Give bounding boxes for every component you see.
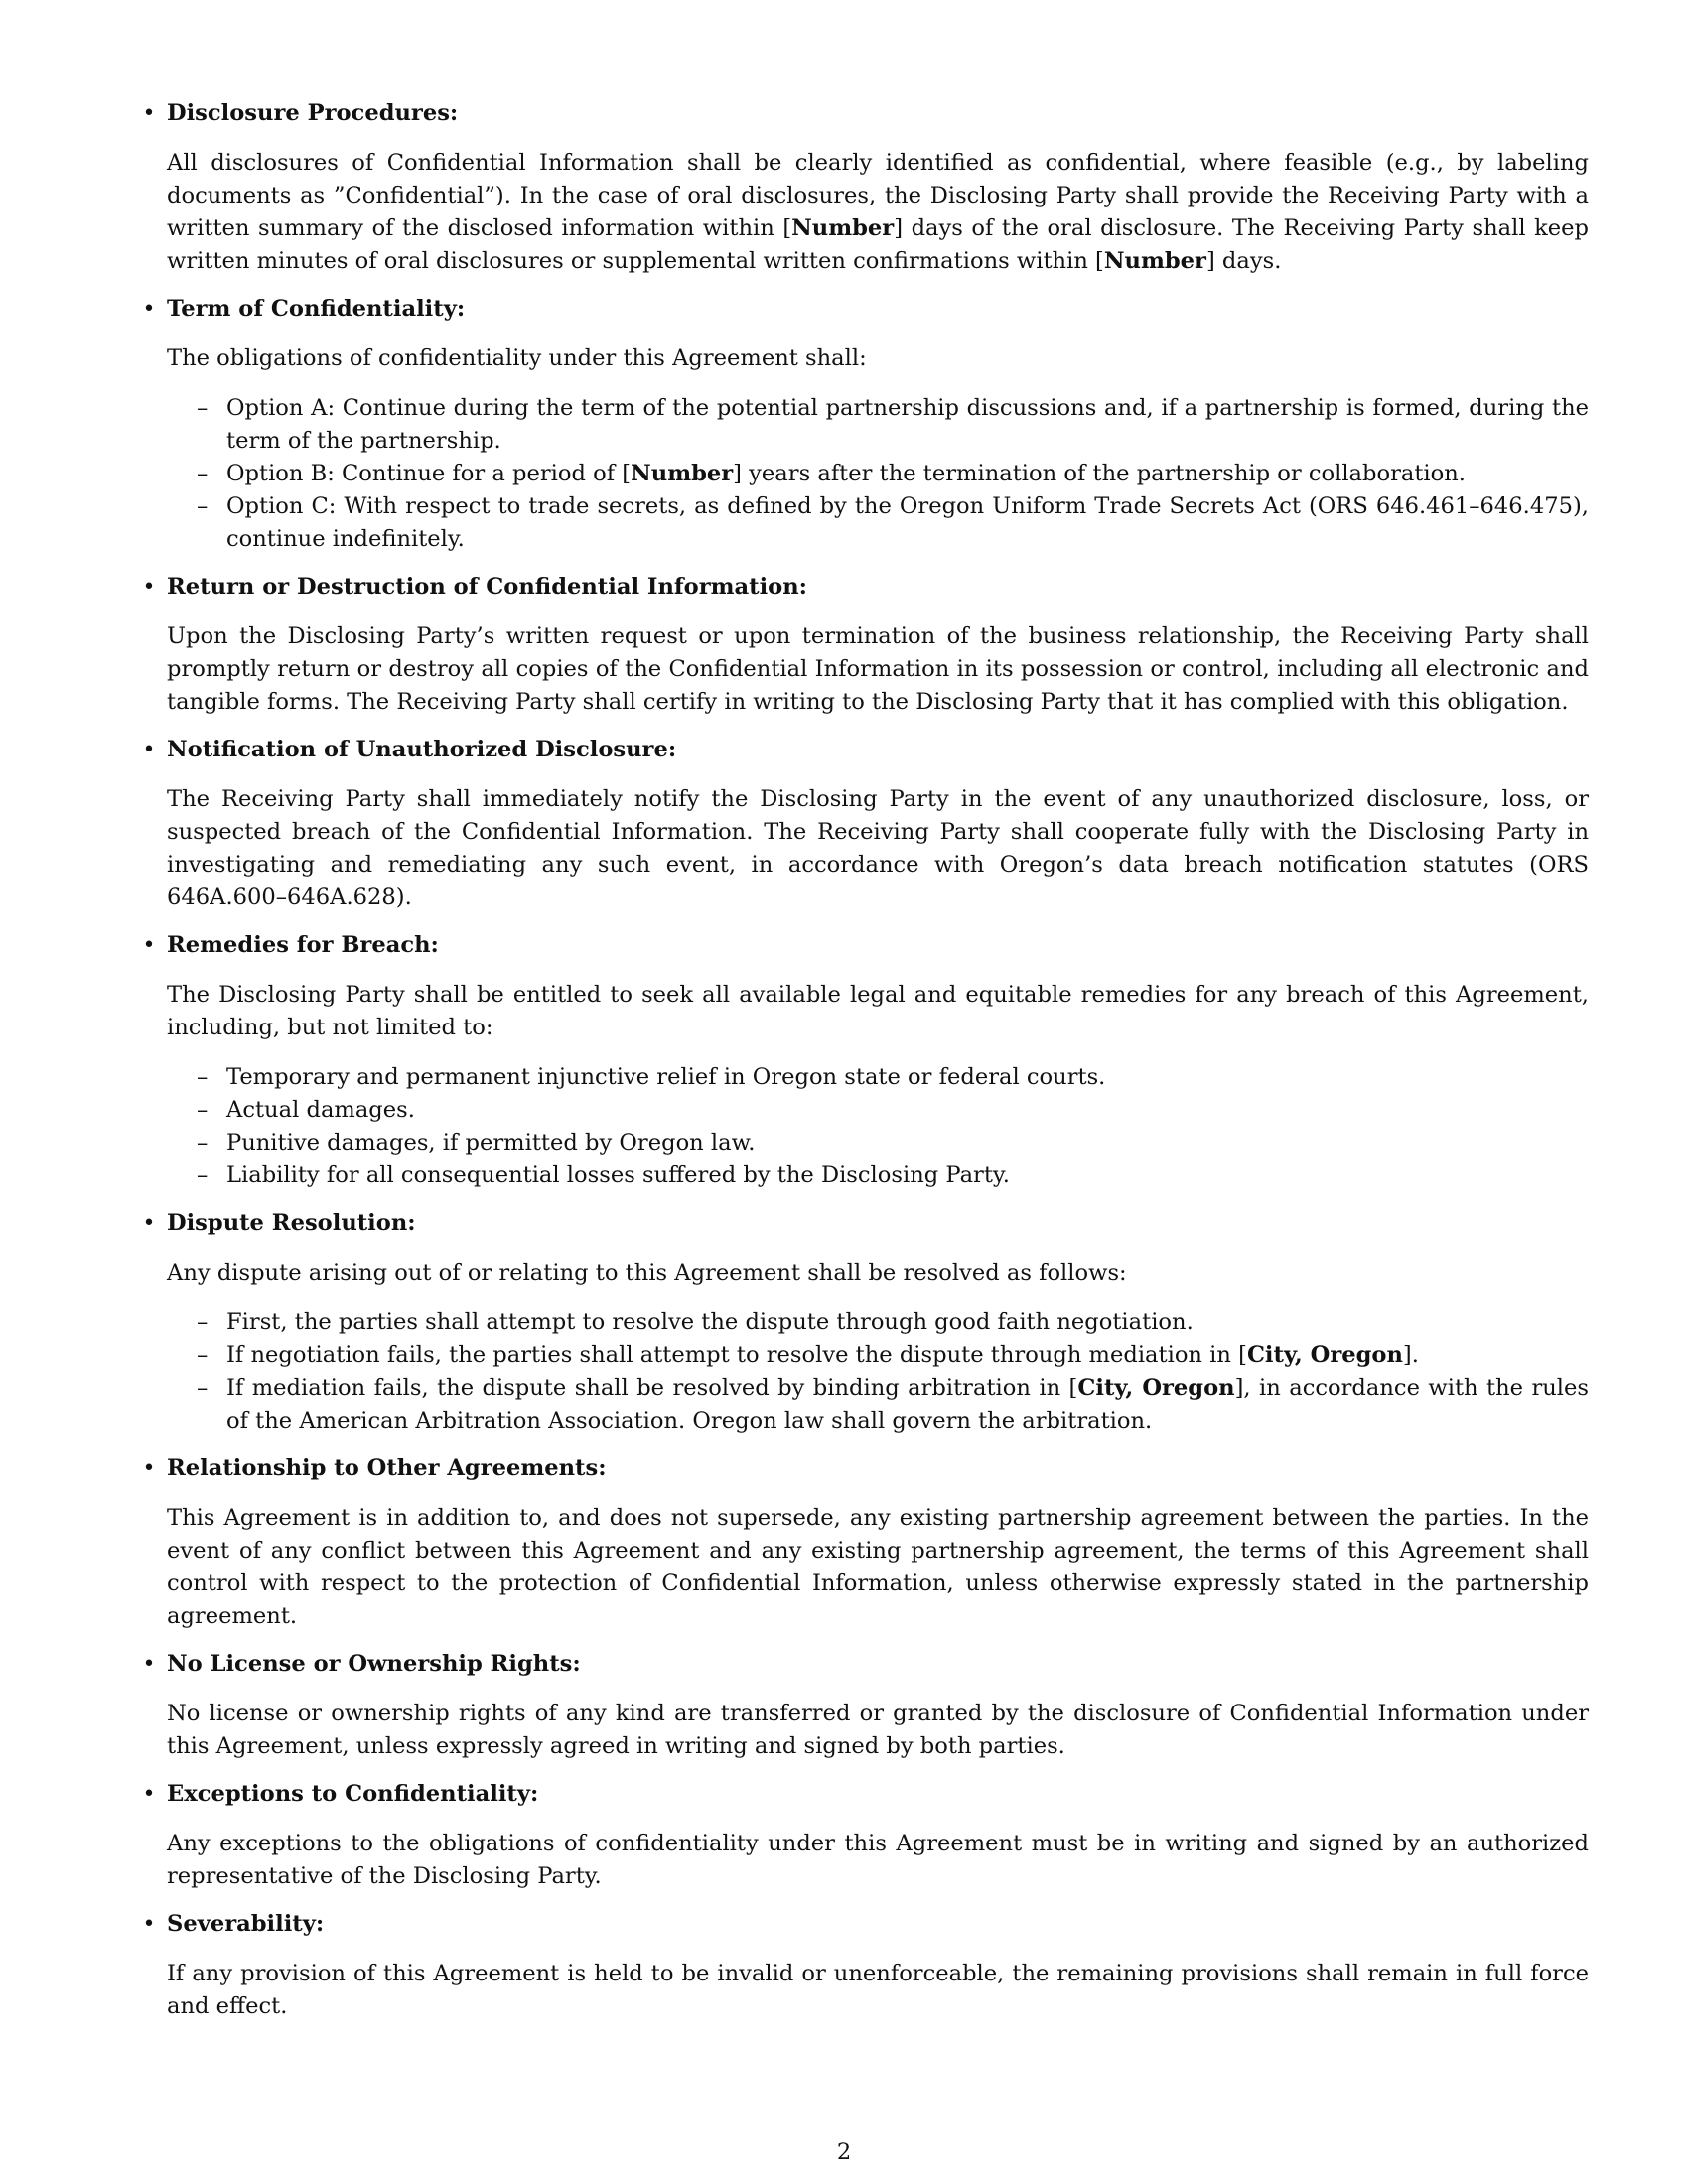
section-notification-of-unauthorized-disclosure <box>142 734 1589 914</box>
text-run: Option C: With respect to trade secrets, as defined by the Oregon Uniform Trade Secrets Act (ORS 646.461–646.475), continue indefinitely. <box>226 493 1589 552</box>
bullet-marker: • <box>142 1456 156 1481</box>
text-run: This Agreement is in addition to, and does not supersede, any existing partnership agreement between the parties. In the event of any conflict between this Agreement and any existing partnership agreement, the terms of this Agreement shall control with respect to the protection of Confidential Information, unless otherwise expressly stated in the partnership agreement. <box>167 1505 1589 1629</box>
list-item <box>167 1160 1589 1192</box>
text-run: If any provision of this Agreement is held to be invalid or unenforceable, the remaining provisions shall remain in full force and effect. <box>167 1961 1589 2019</box>
text-run: Any dispute arising out of or relating to this Agreement shall be resolved as follows: <box>167 1260 1127 1286</box>
page-number: 2 <box>836 2139 852 2165</box>
dash-marker: – <box>197 1375 209 1401</box>
sub-list <box>167 1061 1589 1192</box>
section-title: Term of Confidentiality: <box>167 296 466 322</box>
section-exceptions-to-confidentiality <box>142 1778 1589 1893</box>
section-relationship-to-other-agreements <box>142 1452 1589 1633</box>
text-run: ] days. <box>1205 248 1282 274</box>
section-paragraph <box>167 783 1589 914</box>
section-paragraph <box>167 1257 1589 1290</box>
bullet-marker: • <box>142 1912 156 1937</box>
text-run: ]. <box>1402 1342 1419 1368</box>
bullet-marker: • <box>142 1782 156 1807</box>
list-item <box>167 392 1589 458</box>
dash-marker: – <box>197 1342 209 1368</box>
section-title: Remedies for Breach: <box>167 932 439 958</box>
text-run: If negotiation fails, the parties shall attempt to resolve the dispute through mediation in [ <box>226 1342 1247 1368</box>
text-run: Temporary and permanent injunctive relief in Oregon state or federal courts. <box>226 1064 1106 1090</box>
placeholder-field: City, Oregon <box>1077 1375 1235 1401</box>
section-no-license-or-ownership-rights <box>142 1648 1589 1763</box>
section-title: Dispute Resolution: <box>167 1210 416 1236</box>
section-paragraph <box>167 620 1589 719</box>
text-run: The Disclosing Party shall be entitled to seek all available legal and equitable remedies for any breach of this Agreement, including, but not limited to: <box>167 982 1589 1040</box>
section-title: Exceptions to Confidentiality: <box>167 1781 539 1807</box>
section-term-of-confidentiality <box>142 293 1589 556</box>
section-title: Relationship to Other Agreements: <box>167 1455 607 1481</box>
text-run: The Receiving Party shall immediately notify the Disclosing Party in the event of any unauthorized disclosure, loss, or suspected breach of the Confidential Information. The Receiving Party shall cooperate fully with the Disclosing Party in investigating and remediating any such event, in accordance with Oregon’s data breach notification statutes (ORS 646A.600–646A.628). <box>167 786 1589 910</box>
text-run: Option B: Continue for a period of [ <box>226 461 632 486</box>
section-paragraph <box>167 1698 1589 1763</box>
text-run: Punitive damages, if permitted by Oregon law. <box>226 1130 756 1156</box>
text-run: Any exceptions to the obligations of confidentiality under this Agreement must be in writing and signed by an authorized representative of the Disclosing Party. <box>167 1831 1589 1889</box>
text-run: Option A: Continue during the term of the potential partnership discussions and, if a partnership is formed, during the term of the partnership. <box>226 395 1589 454</box>
section-paragraph <box>167 1828 1589 1893</box>
dash-marker: – <box>197 1097 209 1123</box>
text-run: Liability for all consequential losses suffered by the Disclosing Party. <box>226 1162 1010 1188</box>
dash-marker: – <box>197 1064 209 1090</box>
section-paragraph <box>167 1958 1589 2023</box>
dash-marker: – <box>197 395 209 421</box>
bullet-marker: • <box>142 1652 156 1677</box>
dash-marker: – <box>197 1130 209 1156</box>
section-disclosure-procedures <box>142 97 1589 278</box>
bullet-marker: • <box>142 738 156 762</box>
section-title: Return or Destruction of Confidential Information: <box>167 574 808 600</box>
placeholder-field: Number <box>631 461 734 486</box>
section-severability <box>142 1908 1589 2023</box>
bullet-marker: • <box>142 101 156 126</box>
placeholder-field: Number <box>1103 248 1206 274</box>
text-run: ] years after the termination of the partnership or collaboration. <box>733 461 1466 486</box>
text-run: Upon the Disclosing Party’s written request or upon termination of the business relationship, the Receiving Party shall promptly return or destroy all copies of the Confidential Information in its possession or control, including all electronic and tangible forms. The Receiving Party shall certify in writing to the Disclosing Party that it has complied with this obligation. <box>167 623 1589 715</box>
dash-marker: – <box>197 493 209 519</box>
list-item <box>167 490 1589 556</box>
placeholder-field: Number <box>791 215 895 241</box>
section-paragraph <box>167 1502 1589 1633</box>
section-title: Disclosure Procedures: <box>167 100 459 126</box>
section-title: Severability: <box>167 1911 325 1937</box>
text-run: All disclosures of Confidential Information shall be clearly identified as confidential, where feasible (e.g., by labeling documents as ”Confidential”). In the case of oral disclosures, the Disclosing Party shall provide the Receiving Party with a written summary of the disclosed information within [ <box>167 150 1589 241</box>
list-item <box>167 458 1589 490</box>
list-item <box>167 1372 1589 1437</box>
list-item <box>167 1306 1589 1339</box>
text-run: First, the parties shall attempt to resolve the dispute through good faith negotiation. <box>226 1309 1194 1335</box>
section-dispute-resolution <box>142 1207 1589 1437</box>
dash-marker: – <box>197 461 209 486</box>
section-title: Notification of Unauthorized Disclosure: <box>167 737 677 762</box>
document-body <box>142 97 1589 2038</box>
text-run: No license or ownership rights of any kind are transferred or granted by the disclosure of Confidential Information under this Agreement, unless expressly agreed in writing and signed by both parties. <box>167 1701 1589 1759</box>
placeholder-field: City, Oregon <box>1246 1342 1403 1368</box>
bullet-marker: • <box>142 297 156 322</box>
bullet-marker: • <box>142 933 156 958</box>
section-title: No License or Ownership Rights: <box>167 1651 581 1677</box>
text-run: The obligations of confidentiality under this Agreement shall: <box>167 345 867 371</box>
section-paragraph <box>167 147 1589 278</box>
text-run: If mediation fails, the dispute shall be resolved by binding arbitration in [ <box>226 1375 1078 1401</box>
dash-marker: – <box>197 1162 209 1188</box>
section-return-or-destruction-of-confidential-information <box>142 571 1589 719</box>
text-run: ] days of the oral disclosure. The Receiving Party shall keep written minutes of oral disclosures or supplemental written confirmations within [ <box>167 215 1589 274</box>
sub-list <box>167 1306 1589 1437</box>
list-item <box>167 1339 1589 1372</box>
text-run: ], in accordance with the rules of the American Arbitration Association. Oregon law shall govern the arbitration. <box>226 1375 1589 1433</box>
list-item <box>167 1094 1589 1127</box>
text-run: Actual damages. <box>226 1097 415 1123</box>
section-paragraph <box>167 979 1589 1044</box>
list-item <box>167 1061 1589 1094</box>
bullet-marker: • <box>142 575 156 600</box>
sub-list <box>167 392 1589 556</box>
list-item <box>167 1127 1589 1160</box>
section-remedies-for-breach <box>142 929 1589 1192</box>
dash-marker: – <box>197 1309 209 1335</box>
section-paragraph <box>167 342 1589 375</box>
bullet-marker: • <box>142 1211 156 1236</box>
